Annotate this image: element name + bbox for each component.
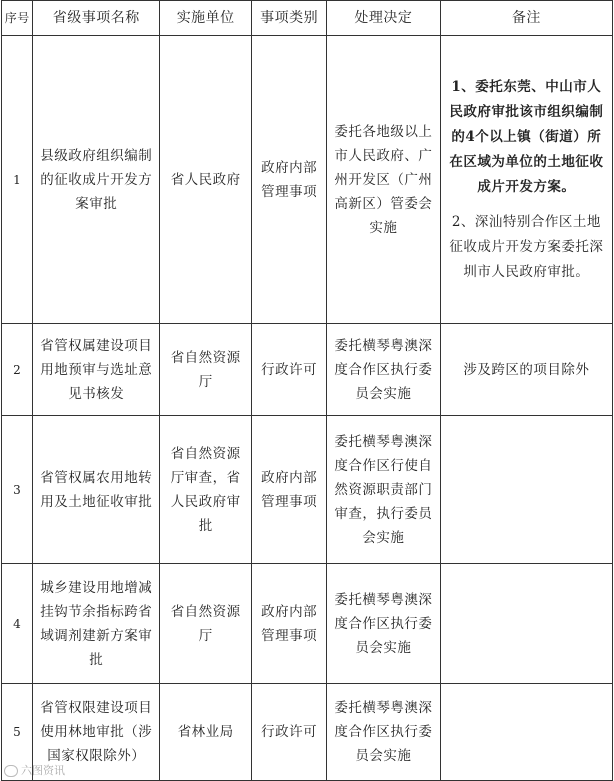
cell-note: 涉及跨区的项目除外	[440, 324, 612, 416]
header-row	[2, 1, 613, 36]
cell-decision: 委托横琴粤澳深度合作区行使自然资源职责部门审查，执行委员会实施	[326, 416, 440, 564]
cell-unit: 省自然资源厅	[160, 324, 252, 416]
table-row	[2, 564, 613, 684]
table-row	[2, 684, 613, 781]
header-category: 事项类别	[252, 1, 327, 36]
table-row	[2, 36, 613, 324]
cell-unit: 省自然资源厅	[160, 564, 252, 684]
cell-no: 4	[2, 564, 33, 684]
cell-category: 政府内部管理事项	[252, 416, 327, 564]
cell-note	[440, 36, 612, 324]
cell-note	[440, 564, 612, 684]
cell-name: 省管权属农用地转用及土地征收审批	[33, 416, 160, 564]
watermark	[4, 762, 65, 778]
cell-note	[440, 416, 612, 564]
note-text: 2、深汕特别合作区土地征收成片开发方案委托深圳市人民政府审批。	[449, 213, 604, 280]
cell-note	[440, 684, 612, 781]
table-row	[2, 416, 613, 564]
header-no: 序号	[2, 1, 33, 36]
cell-category: 行政许可	[252, 324, 327, 416]
cell-unit: 省自然资源厅审查，省人民政府审批	[160, 416, 252, 564]
cell-name: 省管权属建设项目用地预审与选址意见书核发	[33, 324, 160, 416]
watermark-text: 六图资讯	[21, 764, 65, 777]
header-name: 省级事项名称	[33, 1, 160, 36]
cell-name: 城乡建设用地增减挂钩节余指标跨省域调剂建新方案审批	[33, 564, 160, 684]
cell-unit: 省林业局	[160, 684, 252, 781]
watermark-logo-icon	[4, 765, 18, 777]
cell-no: 3	[2, 416, 33, 564]
cell-unit: 省人民政府	[160, 36, 252, 324]
cell-name: 省管权限建设项目使用林地审批（涉国家权限除外）	[33, 684, 160, 781]
cell-category: 政府内部管理事项	[252, 36, 327, 324]
table-row	[2, 324, 613, 416]
cell-no: 1	[2, 36, 33, 324]
cell-category: 行政许可	[252, 684, 327, 781]
header-unit: 实施单位	[160, 1, 252, 36]
header-note: 备注	[440, 1, 612, 36]
cell-category: 政府内部管理事项	[252, 564, 327, 684]
cell-name: 县级政府组织编制的征收成片开发方案审批	[33, 36, 160, 324]
header-decision: 处理决定	[326, 1, 440, 36]
cell-decision: 委托横琴粤澳深度合作区执行委员会实施	[326, 324, 440, 416]
cell-decision: 委托横琴粤澳深度合作区执行委员会实施	[326, 684, 440, 781]
note-bold-text: 1、委托东莞、中山市人民政府审批该市组织编制的4个以上镇（街道）所在区域为单位的土地征收成片开发方案。	[449, 78, 604, 195]
cell-decision: 委托各地级以上市人民政府、广州开发区（广州高新区）管委会实施	[326, 36, 440, 324]
cell-no: 2	[2, 324, 33, 416]
cell-no: 5	[2, 684, 33, 781]
cell-decision: 委托横琴粤澳深度合作区执行委员会实施	[326, 564, 440, 684]
matters-table	[1, 0, 613, 781]
